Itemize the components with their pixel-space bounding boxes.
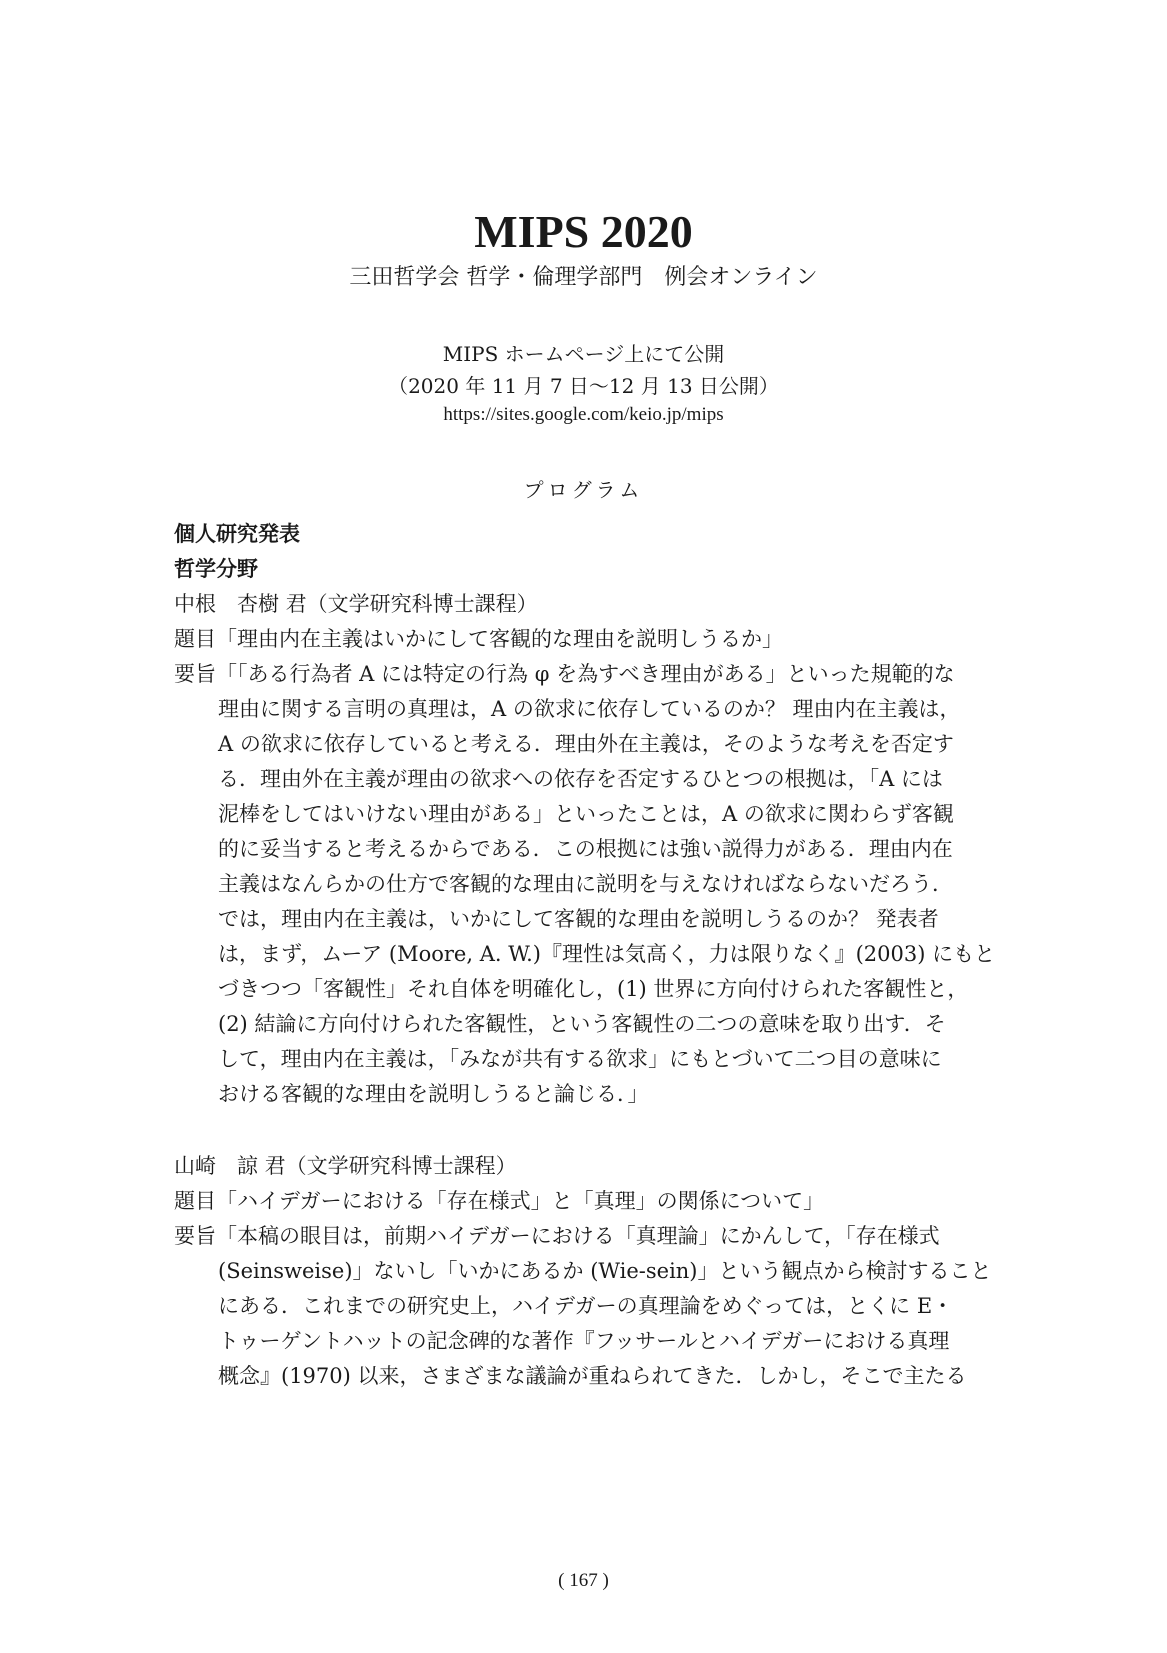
- abstract-1-line: は，まず，ムーア (Moore, A. W.)『理性は気高く，力は限りなく』(2003) にもと: [218, 942, 996, 966]
- abstract-2-line: 要旨「本稿の眼目は，前期ハイデガーにおける「真理論」にかんして，「存在様式: [174, 1224, 940, 1248]
- page-number: ( 167 ): [558, 1570, 609, 1591]
- abstract-1-line: して，理由内在主義は，「みなが共有する欲求」にもとづいて二つ目の意味に: [218, 1047, 942, 1071]
- abstract-1-line: 理由に関する言明の真理は，A の欲求に依存しているのか？ 理由内在主義は，: [218, 697, 961, 721]
- publication-info: MIPS ホームページ上にて公開: [442, 342, 725, 366]
- website-url: https://sites.google.com/keio.jp/mips: [443, 404, 724, 425]
- abstract-1-line: A の欲求に依存していると考える．理由外在主義は，そのような考えを否定す: [218, 732, 954, 756]
- abstract-2-line: にある．これまでの研究史上，ハイデガーの真理論をめぐっては，とくに E・: [218, 1294, 954, 1318]
- document-subtitle: 三田哲学会 哲学・倫理学部門 例会オンライン: [349, 265, 818, 290]
- presentation-2-title: 題目「ハイデガーにおける「存在様式」と「真理」の関係について」: [174, 1189, 825, 1213]
- publication-period: （2020 年 11 月 7 日～12 月 13 日公開）: [388, 374, 779, 398]
- abstract-1-line: (2) 結論に方向付けられた客観性，という客観性の二つの意味を取り出す．そ: [218, 1012, 946, 1036]
- abstract-1-line: では，理由内在主義は，いかにして客観的な理由を説明しうるのか？ 発表者: [218, 907, 939, 931]
- abstract-1-line: 泥棒をしてはいけない理由がある」といったことは，A の欲求に関わらず客観: [218, 802, 954, 826]
- program-label: プログラム: [523, 478, 644, 502]
- abstract-2-line: トゥーゲントハットの記念碑的な著作『フッサールとハイデガーにおける真理: [218, 1329, 950, 1353]
- abstract-1-line: 的に妥当すると考えるからである．この根拠には強い説得力がある．理由内在: [218, 837, 953, 861]
- presenter-1: 中根 杏樹 君（文学研究科博士課程）: [174, 592, 538, 616]
- section-heading-philosophy: 哲学分野: [174, 557, 258, 581]
- document-title: MIPS 2020: [474, 206, 693, 257]
- abstract-2-line: (Seinsweise)」ないし「いかにあるか (Wie-sein)」という観点から検討すること: [218, 1259, 992, 1283]
- presentation-1-title: 題目「理由内在主義はいかにして客観的な理由を説明しうるか」: [174, 627, 783, 651]
- abstract-1-line: おける客観的な理由を説明しうると論じる．」: [218, 1082, 649, 1106]
- presenter-2: 山崎 諒 君（文学研究科博士課程）: [174, 1154, 517, 1178]
- abstract-1-line: る．理由外在主義が理由の欲求への依存を否定するひとつの根拠は，「A には: [218, 767, 943, 791]
- abstract-1-line: 主義はなんらかの仕方で客観的な理由に説明を与えなければならないだろう．: [218, 872, 953, 896]
- section-heading-individual-presentations: 個人研究発表: [174, 522, 300, 546]
- abstract-2-line: 概念』(1970) 以来，さまざまな議論が重ねられてきた．しかし，そこで主たる: [218, 1364, 967, 1388]
- abstract-1-line: づきつつ「客観性」それ自体を明確化し，(1) 世界に方向付けられた客観性と，: [218, 977, 969, 1001]
- abstract-1-line: 要旨「「ある行為者 A には特定の行為 φ を為すべき理由がある」といった規範的な: [174, 662, 955, 686]
